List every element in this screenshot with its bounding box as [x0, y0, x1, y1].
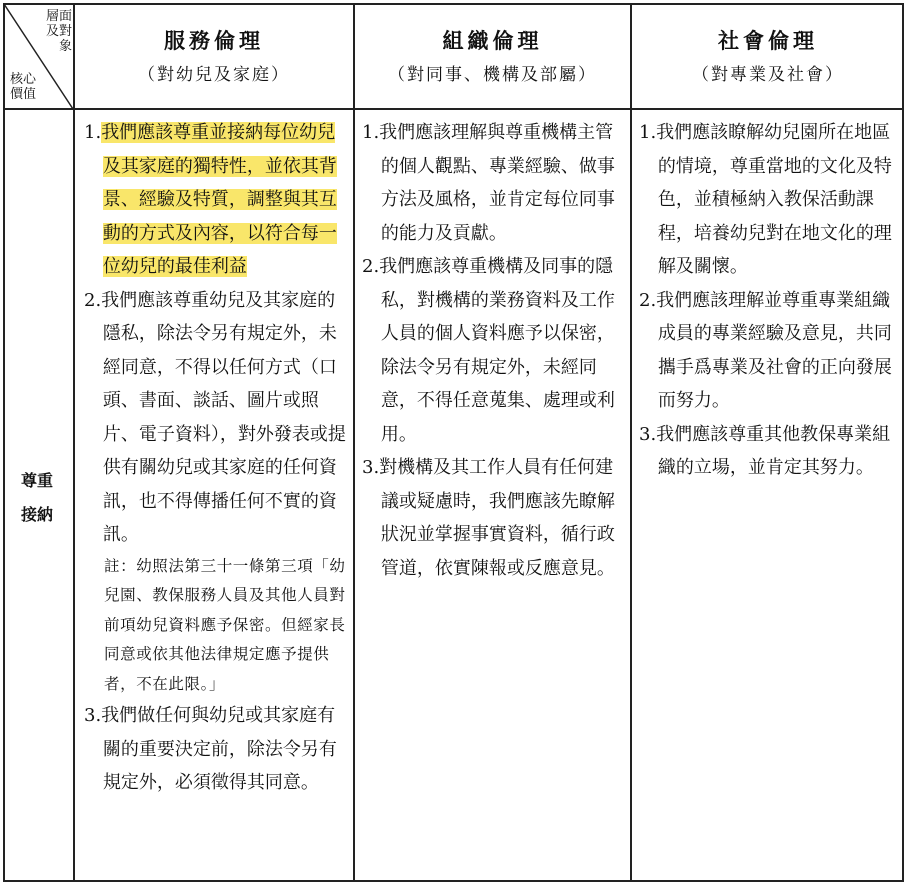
column-subtitle: （對同事、機構及部屬） — [388, 65, 597, 85]
highlighted-text: 我們應該尊重並接納每位幼兒及其家庭的獨特性，並依其背景、經驗及特質，調整與其互動的方式及內容，以符合每一位幼兒的最佳利益 — [101, 122, 337, 277]
organization-item-1: 1.我們應該理解與尊重機構主管的個人觀點、專業經驗、做事方法及風格，並肯定每位同事的能力及貢獻。 — [362, 122, 615, 244]
service-note: 註：幼照法第三十一條第三項「幼兒園、教保服務人員及其他人員對前項幼兒資料應予保密。但經家長同意或依其他法律規定應予提供者，不在此限。」 — [104, 556, 346, 693]
service-item-2: 2.我們應該尊重幼兒及其家庭的隱私，除法令另有規定外，未經同意，不得以任何方式（口頭、書面、談話、圖片或照片、電子資料），對外發表或提供有關幼兒或其家庭的任何資訊，也不得傳播任何不實的資訊。 — [84, 289, 346, 545]
corner-text: 層面 — [45, 9, 72, 24]
column-header-organization — [355, 22, 630, 90]
column-divider — [353, 3, 355, 882]
column-header-society — [632, 22, 904, 90]
corner-text: 核心 — [10, 72, 37, 87]
header-divider — [3, 108, 904, 110]
organization-ethics-column — [362, 116, 626, 585]
row-label-respect-acceptance — [14, 464, 60, 532]
service-item-1 — [84, 116, 346, 284]
service-ethics-column — [84, 116, 346, 800]
column-title: 組織倫理 — [442, 28, 543, 53]
column-divider — [73, 3, 75, 882]
column-subtitle: （對幼兒及家庭） — [138, 65, 290, 85]
corner-text: 象 — [58, 39, 72, 54]
society-item-1: 1.我們應該瞭解幼兒園所在地區的情境，尊重當地的文化及特色，並積極納入教保活動課程，培養幼兒對在地文化的理解及關懷。 — [639, 122, 892, 277]
corner-text: 及對 — [45, 24, 72, 39]
row-label-line: 尊重 — [20, 471, 53, 490]
corner-header-core-value — [10, 72, 36, 102]
item-number: 1. — [84, 122, 102, 143]
organization-item-2: 2.我們應該尊重機構及同事的隱私，對機構的業務資料及工作人員的個人資料應予以保密，除法令另有規定外，未經同意，不得任意蒐集、處理或利用。 — [362, 256, 615, 445]
column-title: 社會倫理 — [718, 28, 818, 53]
service-item-3: 3.我們做任何與幼兒或其家庭有關的重要決定前，除法令另有規定外，必須徵得其同意。 — [84, 705, 337, 793]
society-item-3: 3.我們應該尊重其他教保專業組織的立場，並肯定其努力。 — [639, 423, 891, 478]
column-header-service — [75, 22, 353, 90]
society-ethics-column — [639, 116, 901, 485]
column-subtitle: （對專業及社會） — [692, 65, 844, 85]
column-title: 服務倫理 — [164, 28, 264, 53]
organization-item-3: 3.對機構及其工作人員有任何建議或疑慮時，我們應該先瞭解狀況並掌握事實資料，循行政管道，依實陳報或反應意見。 — [362, 457, 615, 579]
corner-header-dimension — [26, 9, 72, 54]
column-divider — [630, 3, 632, 882]
corner-text: 價值 — [10, 87, 37, 102]
society-item-2: 2.我們應該理解並尊重專業組織成員的專業經驗及意見，共同攜手爲專業及社會的正向發展而努力。 — [639, 289, 892, 411]
row-label-line: 接納 — [20, 505, 53, 524]
